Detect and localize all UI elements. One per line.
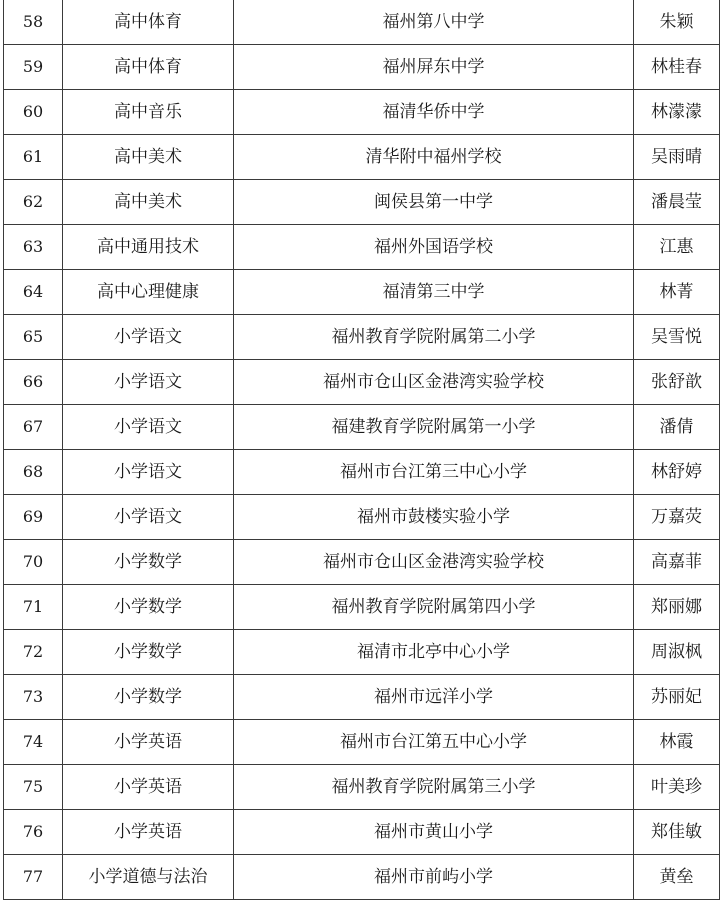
subject-cell: 小学语文 xyxy=(63,315,234,360)
subject-cell: 高中音乐 xyxy=(63,90,234,135)
school-cell: 福州屏东中学 xyxy=(234,45,634,90)
name-cell: 朱颖 xyxy=(634,0,720,45)
name-cell: 高嘉菲 xyxy=(634,540,720,585)
table-row xyxy=(4,315,720,360)
table-row xyxy=(4,360,720,405)
school-cell: 福州教育学院附属第四小学 xyxy=(234,585,634,630)
school-cell: 闽侯县第一中学 xyxy=(234,180,634,225)
name-cell: 吴雨晴 xyxy=(634,135,720,180)
name-cell: 郑佳敏 xyxy=(634,810,720,855)
name-cell: 潘晨莹 xyxy=(634,180,720,225)
subject-cell: 小学语文 xyxy=(63,450,234,495)
row-number-cell: 58 xyxy=(4,0,63,45)
school-cell: 福州市仓山区金港湾实验学校 xyxy=(234,360,634,405)
school-cell: 福州教育学院附属第二小学 xyxy=(234,315,634,360)
table-row xyxy=(4,720,720,765)
row-number-cell: 77 xyxy=(4,855,63,900)
name-cell: 林菁 xyxy=(634,270,720,315)
row-number-cell: 71 xyxy=(4,585,63,630)
name-cell: 郑丽娜 xyxy=(634,585,720,630)
row-number-cell: 62 xyxy=(4,180,63,225)
school-cell: 福州市远洋小学 xyxy=(234,675,634,720)
subject-cell: 小学数学 xyxy=(63,540,234,585)
subject-cell: 小学语文 xyxy=(63,405,234,450)
row-number-cell: 61 xyxy=(4,135,63,180)
table-row xyxy=(4,0,720,45)
table-row xyxy=(4,90,720,135)
row-number-cell: 74 xyxy=(4,720,63,765)
school-cell: 福州教育学院附属第三小学 xyxy=(234,765,634,810)
school-cell: 福州外国语学校 xyxy=(234,225,634,270)
table-body xyxy=(4,0,720,900)
table-row xyxy=(4,225,720,270)
subject-cell: 高中通用技术 xyxy=(63,225,234,270)
subject-cell: 小学数学 xyxy=(63,675,234,720)
name-cell: 林桂春 xyxy=(634,45,720,90)
table-row xyxy=(4,45,720,90)
name-cell: 林濛濛 xyxy=(634,90,720,135)
school-cell: 福清华侨中学 xyxy=(234,90,634,135)
name-cell: 周淑枫 xyxy=(634,630,720,675)
table-row xyxy=(4,810,720,855)
name-cell: 万嘉荧 xyxy=(634,495,720,540)
row-number-cell: 69 xyxy=(4,495,63,540)
name-cell: 林舒婷 xyxy=(634,450,720,495)
name-cell: 江惠 xyxy=(634,225,720,270)
school-cell: 福州市黄山小学 xyxy=(234,810,634,855)
subject-cell: 小学道德与法治 xyxy=(63,855,234,900)
row-number-cell: 70 xyxy=(4,540,63,585)
name-cell: 林霞 xyxy=(634,720,720,765)
school-cell: 福州第八中学 xyxy=(234,0,634,45)
row-number-cell: 75 xyxy=(4,765,63,810)
table-row xyxy=(4,450,720,495)
subject-cell: 小学英语 xyxy=(63,810,234,855)
subject-cell: 高中美术 xyxy=(63,180,234,225)
table-row xyxy=(4,135,720,180)
name-cell: 潘倩 xyxy=(634,405,720,450)
row-number-cell: 63 xyxy=(4,225,63,270)
award-list-table-container xyxy=(3,0,719,900)
name-cell: 苏丽妃 xyxy=(634,675,720,720)
name-cell: 张舒歆 xyxy=(634,360,720,405)
table-row xyxy=(4,180,720,225)
table-row xyxy=(4,855,720,900)
subject-cell: 高中体育 xyxy=(63,45,234,90)
table-row xyxy=(4,675,720,720)
subject-cell: 高中体育 xyxy=(63,0,234,45)
name-cell: 黄垒 xyxy=(634,855,720,900)
subject-cell: 小学数学 xyxy=(63,585,234,630)
table-row xyxy=(4,540,720,585)
school-cell: 清华附中福州学校 xyxy=(234,135,634,180)
name-cell: 叶美珍 xyxy=(634,765,720,810)
school-cell: 福清市北亭中心小学 xyxy=(234,630,634,675)
table-row xyxy=(4,270,720,315)
table-row xyxy=(4,495,720,540)
subject-cell: 高中美术 xyxy=(63,135,234,180)
school-cell: 福州市前屿小学 xyxy=(234,855,634,900)
school-cell: 福州市台江第三中心小学 xyxy=(234,450,634,495)
table-row xyxy=(4,765,720,810)
row-number-cell: 73 xyxy=(4,675,63,720)
award-list-table xyxy=(3,0,720,900)
school-cell: 福州市鼓楼实验小学 xyxy=(234,495,634,540)
subject-cell: 高中心理健康 xyxy=(63,270,234,315)
row-number-cell: 66 xyxy=(4,360,63,405)
row-number-cell: 60 xyxy=(4,90,63,135)
subject-cell: 小学数学 xyxy=(63,630,234,675)
name-cell: 吴雪悦 xyxy=(634,315,720,360)
subject-cell: 小学语文 xyxy=(63,360,234,405)
row-number-cell: 65 xyxy=(4,315,63,360)
row-number-cell: 68 xyxy=(4,450,63,495)
subject-cell: 小学英语 xyxy=(63,765,234,810)
school-cell: 福建教育学院附属第一小学 xyxy=(234,405,634,450)
table-row xyxy=(4,405,720,450)
school-cell: 福清第三中学 xyxy=(234,270,634,315)
row-number-cell: 72 xyxy=(4,630,63,675)
row-number-cell: 67 xyxy=(4,405,63,450)
school-cell: 福州市台江第五中心小学 xyxy=(234,720,634,765)
subject-cell: 小学语文 xyxy=(63,495,234,540)
subject-cell: 小学英语 xyxy=(63,720,234,765)
row-number-cell: 76 xyxy=(4,810,63,855)
table-row xyxy=(4,630,720,675)
row-number-cell: 64 xyxy=(4,270,63,315)
school-cell: 福州市仓山区金港湾实验学校 xyxy=(234,540,634,585)
row-number-cell: 59 xyxy=(4,45,63,90)
table-row xyxy=(4,585,720,630)
